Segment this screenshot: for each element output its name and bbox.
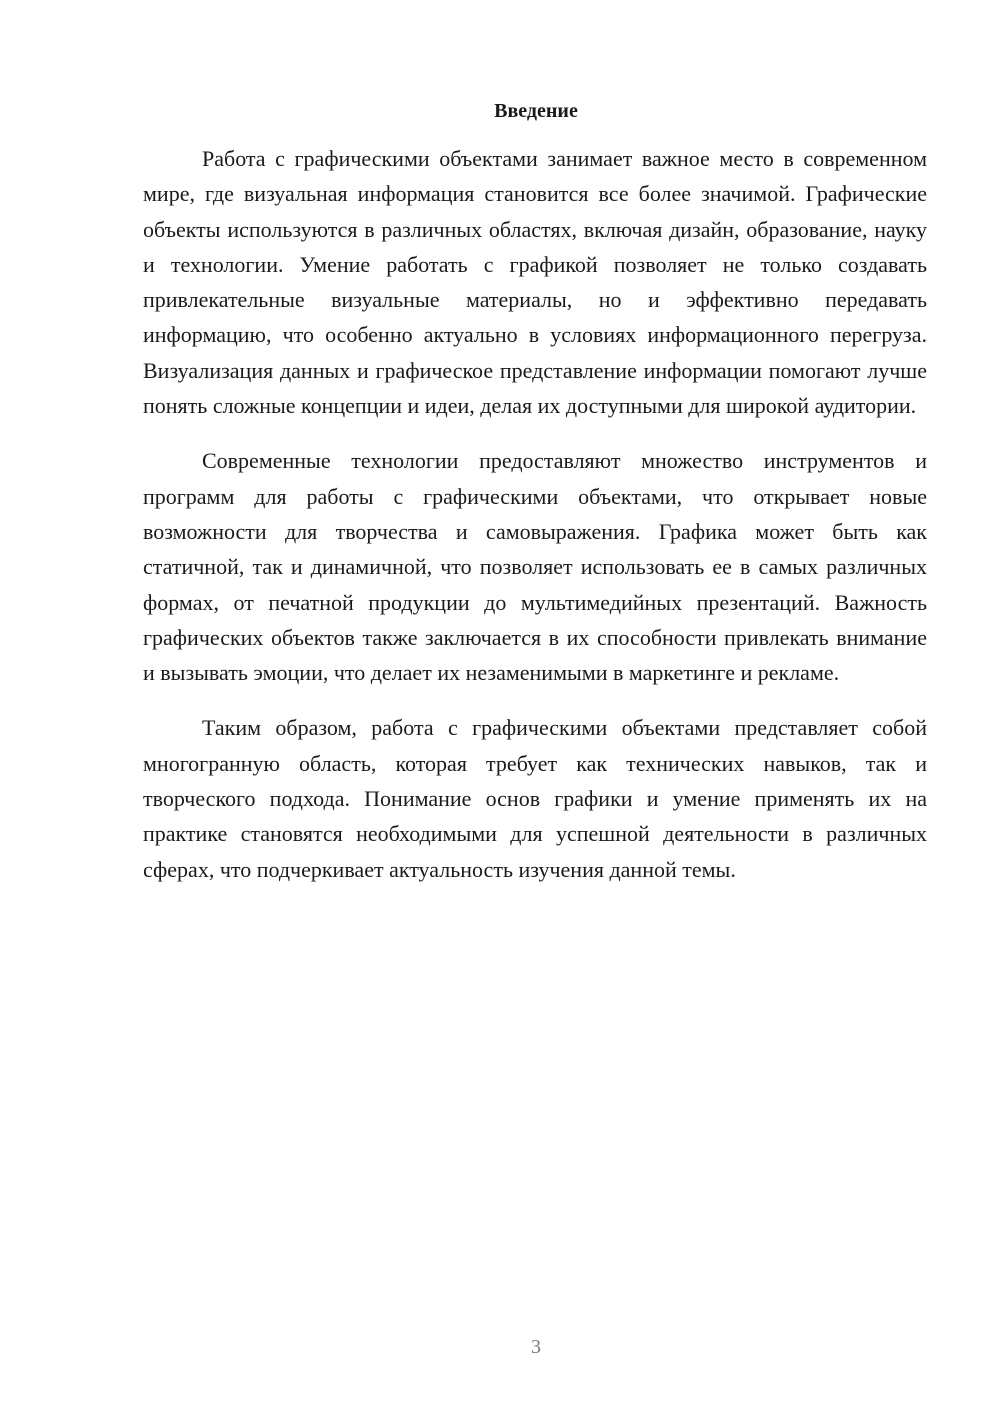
section-title: Введение [494, 100, 578, 122]
paragraph-2: Современные технологии предоставляют множество инструментов и программ для работы с графическими объектами, что открывает новые возможности для творчества и самовыражения. Графика может быть как статичной, так и динамичной, что позволяет использовать ее в самых различных формах, от печатной продукции до мультимедийных презентаций. Важность графических объектов также заключается в их способности привлекать внимание и вызывать эмоции, что делает их незаменимыми в маркетинге и рекламе. [143, 448, 927, 686]
paragraph-1: Работа с графическими объектами занимает важное место в современном мире, где визуальная информация становится все более значимой. Графические объекты используются в различных областях, включая дизайн, образование, науку и технологии. Умение работать с графикой позволяет не только создавать привлекательные визуальные материалы, но и эффективно передавать информацию, что особенно актуально в условиях информационного перегруза. Визуализация данных и графическое представление информации помогают лучше понять сложные концепции и идеи, делая их доступными для широкой аудитории. [143, 146, 927, 419]
paragraph-3: Таким образом, работа с графическими объектами представляет собой многогранную область, которая требует как технических навыков, так и творческого подхода. Понимание основ графики и умение применять их на практике становятся необходимыми для успешной деятельности в различных сферах, что подчеркивает актуальность изучения данной темы. [143, 715, 927, 882]
body-text [143, 141, 927, 907]
page-number: 3 [531, 1336, 541, 1358]
